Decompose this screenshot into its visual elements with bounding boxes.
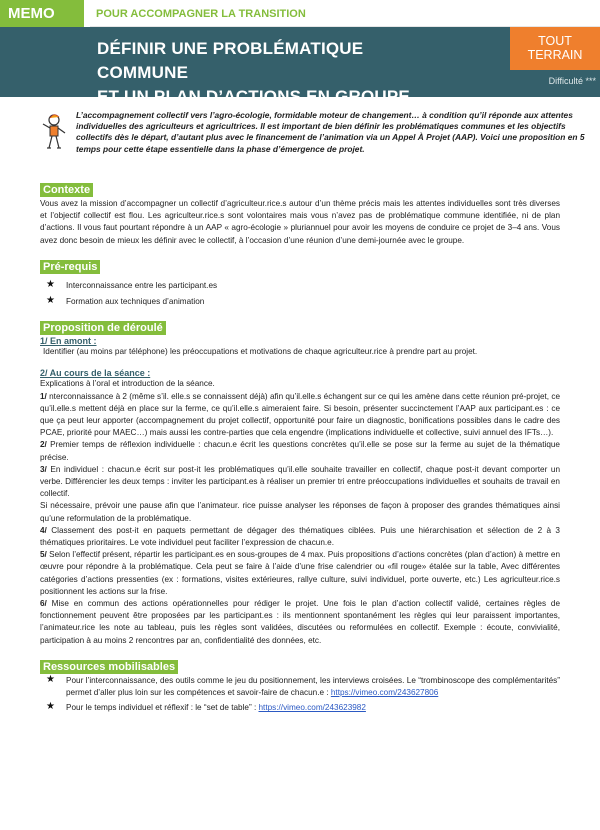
- step-text: Si nécessaire, prévoir une pause afin que l’animateur. rice puisse analyser les réponses de façon à proposer des grandes thématiques ainsi qu’une reformulation de la problématique.: [40, 501, 560, 523]
- badge-line-1: TOUT: [538, 34, 572, 48]
- video-link[interactable]: https://vimeo.com/243627806: [330, 688, 439, 698]
- intro-block: [40, 106, 585, 170]
- series-subtitle: POUR ACCOMPAGNER LA TRANSITION: [90, 0, 600, 27]
- section-contexte: [40, 180, 560, 247]
- subsection-title: 2/ Au cours de la séance :: [40, 368, 151, 379]
- section-title: Proposition de déroulé: [40, 321, 166, 335]
- title-line-2: ET UN PLAN D’ACTIONS EN GROUPE: [97, 87, 410, 106]
- step-text: nterconnaissance à 2 (même s’il. elle.s se connaissent déjà) afin qu’il.elle.s échangent sur ce qui les amène dans cette réunion pré-projet, ce qu’il.elle.s mettent déjà en place sur la ferme, ce qu’il.elle.s aimeraient faire. Si besoin, présenter succinctement l’AAP aux participant.es : ce que ça peut leur apporter (accompagnement du projet collectif, opportunité pour faire un diagnostic, bonifications possibles dans le cadre des PCAE, priorité pour MAEC…) mais aussi les contre-parties que cela engendre (implications individuelle et collective, suivi annuel des IFTs…).: [40, 391, 560, 438]
- step-number: 5/: [40, 550, 47, 560]
- step-number: 3/: [40, 464, 47, 474]
- star-bullet-icon: ★: [46, 701, 55, 713]
- step-paragraph: [40, 549, 560, 598]
- section-ressources: [40, 657, 560, 715]
- step-paragraph: [40, 500, 560, 524]
- step-number: 4/: [40, 525, 47, 535]
- step-text: Mise en commun des actions opérationnelles pour rédiger le projet. Une fois le plan d’action collectif validé, certaines règles de fonctionnement peuvent être proposées par les participant.es : ils mentionnent spontanément les règles qui leur paraissent importantes, l’animateur.rice les note au tableau, puis les règles sont validées, discutées ou reformulées en collectif. Exemple : écoute, convivialité, participation à au moins 2 rencontres par an, confidentialité des données, etc.: [40, 599, 560, 645]
- section-title: Ressources mobilisables: [40, 660, 178, 674]
- amont-text: Identifier (au moins par téléphone) les préoccupations et motivations de chaque agriculteur.rice à prendre part au projet.: [43, 347, 478, 357]
- step-paragraph: [40, 391, 560, 440]
- seance-intro: Explications à l’oral et introduction de la séance.: [40, 379, 215, 389]
- step-text: En individuel : chacun.e écrit sur post-it les problématiques qu’il.elle souhaite travailler en collectif, chaque post-it devant comporter un verbe. Différencier les deux temps : inviter les participant.es à réaliser un premier tri entre préoccupations individuelles et souhaits de travail en collectif.: [40, 464, 560, 499]
- section-deroule: [40, 318, 560, 647]
- step-text: Selon l’effectif présent, répartir les participant.es en sous-groupes de 4 max. Puis propositions d’actions concrètes (plan d’action) à mettre en œuvre pour répondre à la problématique. Cela peut se faire à l’aide d’une frise calendrier ou «fil rouge» étalée sur la table, Avec différentes catégories d’actions pressenties (ex : formations, visites extérieures, rallye culture, suivi individuel, porte ouverte, etc.) Les agriculteur.rice.s positionnent les actions sur la frise.: [40, 550, 560, 596]
- step-number: 2/: [40, 440, 47, 450]
- step-number: 6/: [40, 599, 47, 609]
- step-number: 1/: [40, 391, 47, 401]
- step-text: Classement des post-it en paquets permettant de dégager des thématiques ciblées. Puis une hiérarchisation et sélection de 2 à 3 thématiques prioritaires. Le vote individuel peut faciliter l’expression de chacun.e.: [40, 525, 560, 548]
- star-bullet-icon: ★: [46, 295, 55, 307]
- memo-tag: MEMO: [0, 0, 84, 27]
- list-item-text: Pour le temps individuel et réflexif : le “set de table” :: [66, 703, 259, 713]
- step-paragraph: [40, 525, 560, 549]
- top-bar: [0, 0, 600, 27]
- prerequis-list: [40, 280, 560, 308]
- section-prerequis: [40, 257, 560, 308]
- section-title: Contexte: [40, 183, 93, 197]
- list-item: [40, 280, 560, 292]
- list-item-text: Interconnaissance entre les participant.es: [66, 280, 218, 290]
- intro-text: L’accompagnement collectif vers l’agro-écologie, formidable moteur de changement… à condition qu’il réponde aux attentes individuelles des agriculteurs et agricultrices. Il est important de bien définir les problématiques communes et les objectifs collectifs dès le départ, d’autant plus avec le financement de l’animation via un Appel À Projet (AAP). Voici une proposition en 5 temps pour cette étape essentielle dans la phase d’émergence de projet.: [76, 110, 585, 154]
- step-paragraph: [40, 464, 560, 501]
- step-paragraph: [40, 439, 560, 463]
- main-content: [40, 180, 560, 715]
- star-bullet-icon: ★: [46, 673, 55, 685]
- subsection-title: 1/ En amont :: [40, 336, 97, 347]
- page-title: [97, 37, 457, 109]
- video-link[interactable]: https://vimeo.com/243623982: [258, 703, 366, 713]
- mascot-figure-icon: [40, 112, 72, 156]
- star-bullet-icon: ★: [46, 278, 55, 290]
- list-item-text: Pour l’interconnaissance, des outils comme le jeu du positionnement, les interviews croisées. Le “trombinoscope des complémentarités” permet d’aller plus loin sur les compétences et savoir-faire de chacun.e :: [66, 675, 560, 698]
- step-text: Premier temps de réflexion individuelle : chacun.e écrit les questions concrètes qu’il.elle se pose sur la ferme au sujet de la thématique précise.: [40, 440, 560, 462]
- list-item: [40, 702, 560, 714]
- contexte-text: Vous avez la mission d’accompagner un collectif d’agriculteur.rice.s autour d’un thème précis mais les attentes individuelles sont très diverses et l’objectif collectif est flou. Les agriculteur.rice.s sont volontaires mais vous n’avez pas de problématique commune identifiée, ni de plan d’actions. Il vous faut pourtant répondre à un AAP « agro-écologie » pluriannuel pour avoir les moyens de conduire ce projet de 3–4 ans. Vous avez donc besoin de mieux les définir avec le collectif, à l’occasion d’une réunion d’une demi-journée avec le groupe.: [40, 199, 560, 245]
- difficulty-rating: Difficulté ***: [548, 76, 596, 86]
- title-line-1: DÉFINIR UNE PROBLÉMATIQUE COMMUNE: [97, 39, 364, 82]
- step-paragraph: [40, 598, 560, 647]
- list-item: [40, 296, 560, 308]
- tout-terrain-badge: [510, 27, 600, 70]
- ressources-list: [40, 675, 560, 715]
- list-item: [40, 675, 560, 699]
- list-item-text: Formation aux techniques d’animation: [66, 297, 205, 307]
- section-title: Pré-requis: [40, 260, 100, 274]
- badge-line-2: TERRAIN: [527, 48, 583, 62]
